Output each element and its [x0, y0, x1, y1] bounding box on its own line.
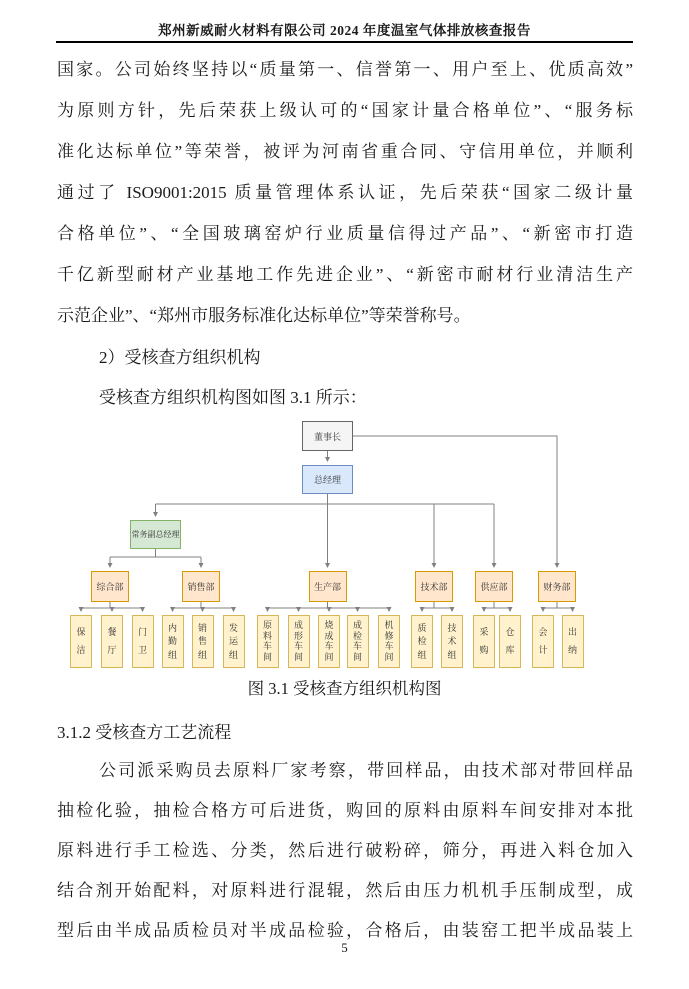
- org-node-deputy-gm: 常务副总经理: [130, 520, 181, 549]
- org-node-dept-production: 生产部: [309, 571, 347, 602]
- org-node-unit: 会 计: [532, 615, 554, 668]
- org-node-unit: 发 运 组: [223, 615, 245, 668]
- body-line: 抽检化验，抽检合格方可后进货，购回的原料由原料车间安排对本批: [57, 801, 633, 820]
- section-heading: 3.1.2 受核查方工艺流程: [57, 723, 232, 742]
- body-line: 国家。公司始终坚持以“质量第一、信誉第一、用户至上、优质高效”: [57, 60, 633, 79]
- org-node-unit: 技 术 组: [441, 615, 463, 668]
- figure-caption: 图 3.1 受核查方组织机构图: [247, 679, 442, 698]
- body-line: 结合剂开始配料，对原料进行混辊，然后由压力机机手压制成型，成: [57, 881, 633, 900]
- org-node-unit: 原 料 车 间: [257, 615, 279, 668]
- body-line: 原料进行手工检选、分类，然后进行破粉碎，筛分，再进入料仓加入: [57, 841, 633, 860]
- paragraph-process-flow: [57, 751, 633, 951]
- org-node-dept-technology: 技术部: [415, 571, 453, 602]
- body-line: 通过了 ISO9001:2015 质量管理体系认证，先后荣获“国家二级计量: [57, 183, 633, 202]
- org-node-unit: 质 检 组: [411, 615, 433, 668]
- org-node-unit: 采 购: [473, 615, 495, 668]
- body-line: 合格单位”、“全国玻璃窑炉行业质量信得过产品”、“新密市打造: [57, 224, 633, 243]
- org-node-unit: 销 售 组: [192, 615, 214, 668]
- org-node-dept-supply: 供应部: [475, 571, 513, 602]
- org-node-unit: 保 洁: [70, 615, 92, 668]
- org-node-chairman: 董事长: [302, 421, 353, 451]
- body-line: 示范企业”、“郑州市服务标准化达标单位”等荣誉称号。: [57, 306, 471, 325]
- org-chart-figure: [57, 418, 633, 674]
- org-node-dept-finance: 财务部: [538, 571, 576, 602]
- page-number: 5: [341, 940, 348, 955]
- header-rule: [56, 41, 633, 43]
- org-node-unit: 餐 厅: [101, 615, 123, 668]
- org-node-unit: 出 纳: [562, 615, 584, 668]
- org-node-general-manager: 总经理: [302, 465, 353, 494]
- org-node-unit: 门 卫: [132, 615, 154, 668]
- org-node-unit: 机 修 车 间: [378, 615, 400, 668]
- org-node-unit: 成 形 车 间: [288, 615, 310, 668]
- org-node-dept-general: 综合部: [91, 571, 129, 602]
- body-line: 为原则方针，先后荣获上级认可的“国家计量合格单位”、“服务标: [57, 101, 633, 120]
- org-node-unit: 成 检 车 间: [347, 615, 369, 668]
- org-node-unit: 仓 库: [499, 615, 521, 668]
- org-node-unit: 内 勤 组: [162, 615, 184, 668]
- body-line: 型后由半成品质检员对半成品检验，合格后，由装窑工把半成品装上: [57, 921, 633, 940]
- org-node-dept-sales: 销售部: [182, 571, 220, 602]
- header-title: 郑州新威耐火材料有限公司 2024 年度温室气体排放核查报告: [158, 23, 531, 38]
- body-line: 准化达标单位”等荣誉，被评为河南省重合同、守信用单位，并顺利: [57, 142, 633, 161]
- list-item-organization: 2）受核查方组织机构: [99, 348, 261, 367]
- body-line: 公司派采购员去原料厂家考察，带回样品，由技术部对带回样品: [99, 761, 633, 780]
- paragraph-company-honors: [57, 49, 633, 336]
- org-node-unit: 烧 成 车 间: [318, 615, 340, 668]
- body-line: 千亿新型耐材产业基地工作先进企业”、“新密市耐材行业清洁生产: [57, 265, 633, 284]
- figure-intro-line: 受核查方组织机构图如图 3.1 所示：: [99, 388, 367, 407]
